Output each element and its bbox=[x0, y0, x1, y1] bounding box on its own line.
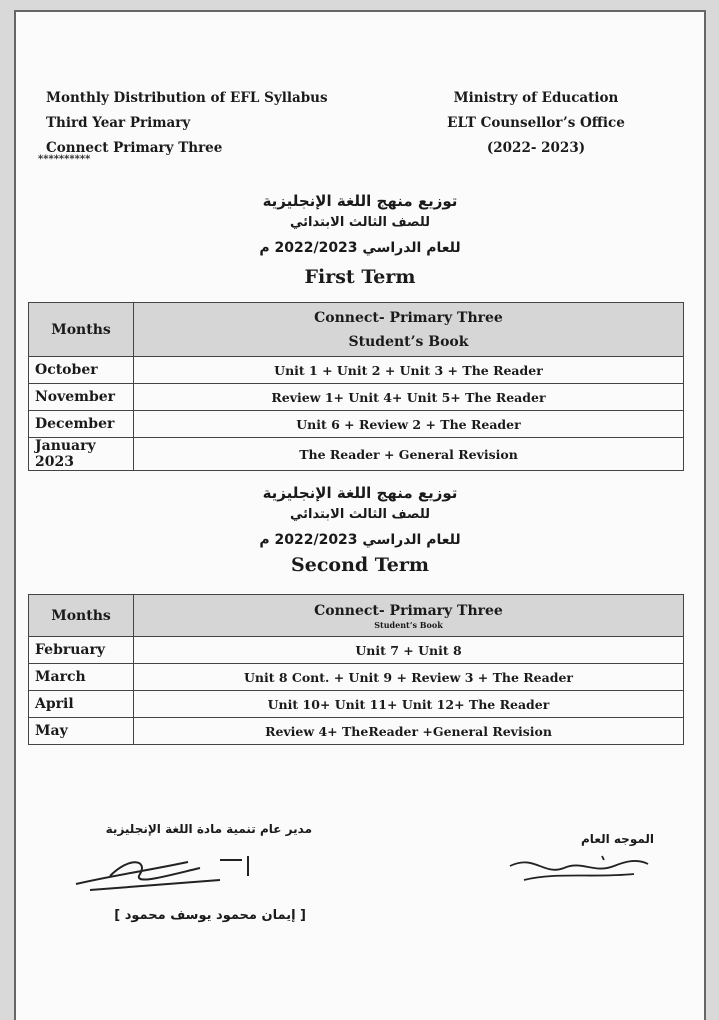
months-header: Months bbox=[29, 595, 134, 637]
header-syllabus-title: Monthly Distribution of EFL Syllabus bbox=[46, 90, 328, 106]
table-row bbox=[29, 411, 684, 438]
content-cell: Unit 1 + Unit 2 + Unit 3 + The Reader bbox=[134, 357, 684, 384]
table-row bbox=[29, 664, 684, 691]
table-row bbox=[29, 691, 684, 718]
right-handwritten-signature bbox=[504, 852, 654, 888]
header-right-block bbox=[436, 86, 636, 161]
first-arabic-title: توزيع منهج اللغة الإنجليزية bbox=[262, 192, 458, 210]
content-cell: Unit 8 Cont. + Unit 9 + Review 3 + The Reader bbox=[134, 664, 684, 691]
header-office: ELT Counsellor’s Office bbox=[447, 115, 625, 131]
header-book: Connect Primary Three bbox=[46, 140, 223, 156]
first-term-title: First Term bbox=[304, 266, 416, 288]
month-cell: March bbox=[29, 664, 134, 691]
book-subtitle: Student’s Book bbox=[348, 333, 469, 350]
month-cell: October bbox=[29, 357, 134, 384]
month-cell: May bbox=[29, 718, 134, 745]
header-stars-divider: ********** bbox=[38, 154, 91, 165]
first-arabic-grade: للصف الثالث الابتدائي bbox=[289, 215, 431, 230]
month-cell: November bbox=[29, 384, 134, 411]
month-cell: February bbox=[29, 637, 134, 664]
left-signatory-title: مدير عام تنمية مادة اللغة الإنجليزية bbox=[105, 822, 312, 836]
left-handwritten-signature bbox=[70, 846, 270, 896]
book-title: Connect- Primary Three bbox=[314, 309, 503, 326]
table-row bbox=[29, 637, 684, 664]
book-title: Connect- Primary Three bbox=[314, 602, 503, 619]
book-header bbox=[134, 595, 684, 637]
header-grade: Third Year Primary bbox=[46, 115, 191, 131]
table-row bbox=[29, 384, 684, 411]
second-arabic-year: للعام الدراسي 2022/2023 م bbox=[259, 532, 461, 548]
table-row bbox=[29, 357, 684, 384]
months-header: Months bbox=[29, 303, 134, 357]
table-header-row bbox=[29, 595, 684, 637]
second-arabic-title: توزيع منهج اللغة الإنجليزية bbox=[262, 484, 458, 502]
first-term-table bbox=[28, 302, 684, 471]
content-cell: The Reader + General Revision bbox=[134, 438, 684, 471]
header-ministry: Ministry of Education bbox=[453, 90, 619, 106]
month-cell: April bbox=[29, 691, 134, 718]
header-year: (2022- 2023) bbox=[486, 140, 586, 156]
month-cell: December bbox=[29, 411, 134, 438]
content-cell: Review 1+ Unit 4+ Unit 5+ The Reader bbox=[134, 384, 684, 411]
second-term-title: Second Term bbox=[291, 554, 429, 576]
book-header bbox=[134, 303, 684, 357]
content-cell: Unit 6 + Review 2 + The Reader bbox=[134, 411, 684, 438]
left-signatory-name: [ إيمان محمود يوسف محمود ] bbox=[114, 908, 306, 923]
right-signatory-title: الموجه العام bbox=[581, 832, 654, 846]
document-page bbox=[14, 10, 706, 1020]
header-left-block bbox=[46, 86, 328, 161]
content-cell: Unit 7 + Unit 8 bbox=[134, 637, 684, 664]
content-cell: Review 4+ TheReader +General Revision bbox=[134, 718, 684, 745]
first-arabic-year: للعام الدراسي 2022/2023 م bbox=[259, 240, 461, 256]
second-term-table bbox=[28, 594, 684, 745]
content-cell: Unit 10+ Unit 11+ Unit 12+ The Reader bbox=[134, 691, 684, 718]
table-header-row bbox=[29, 303, 684, 357]
second-arabic-grade: للصف الثالث الابتدائي bbox=[289, 507, 431, 522]
month-cell: January 2023 bbox=[29, 438, 134, 471]
table-row bbox=[29, 438, 684, 471]
table-row bbox=[29, 718, 684, 745]
book-subtitle: Student’s Book bbox=[374, 619, 443, 630]
